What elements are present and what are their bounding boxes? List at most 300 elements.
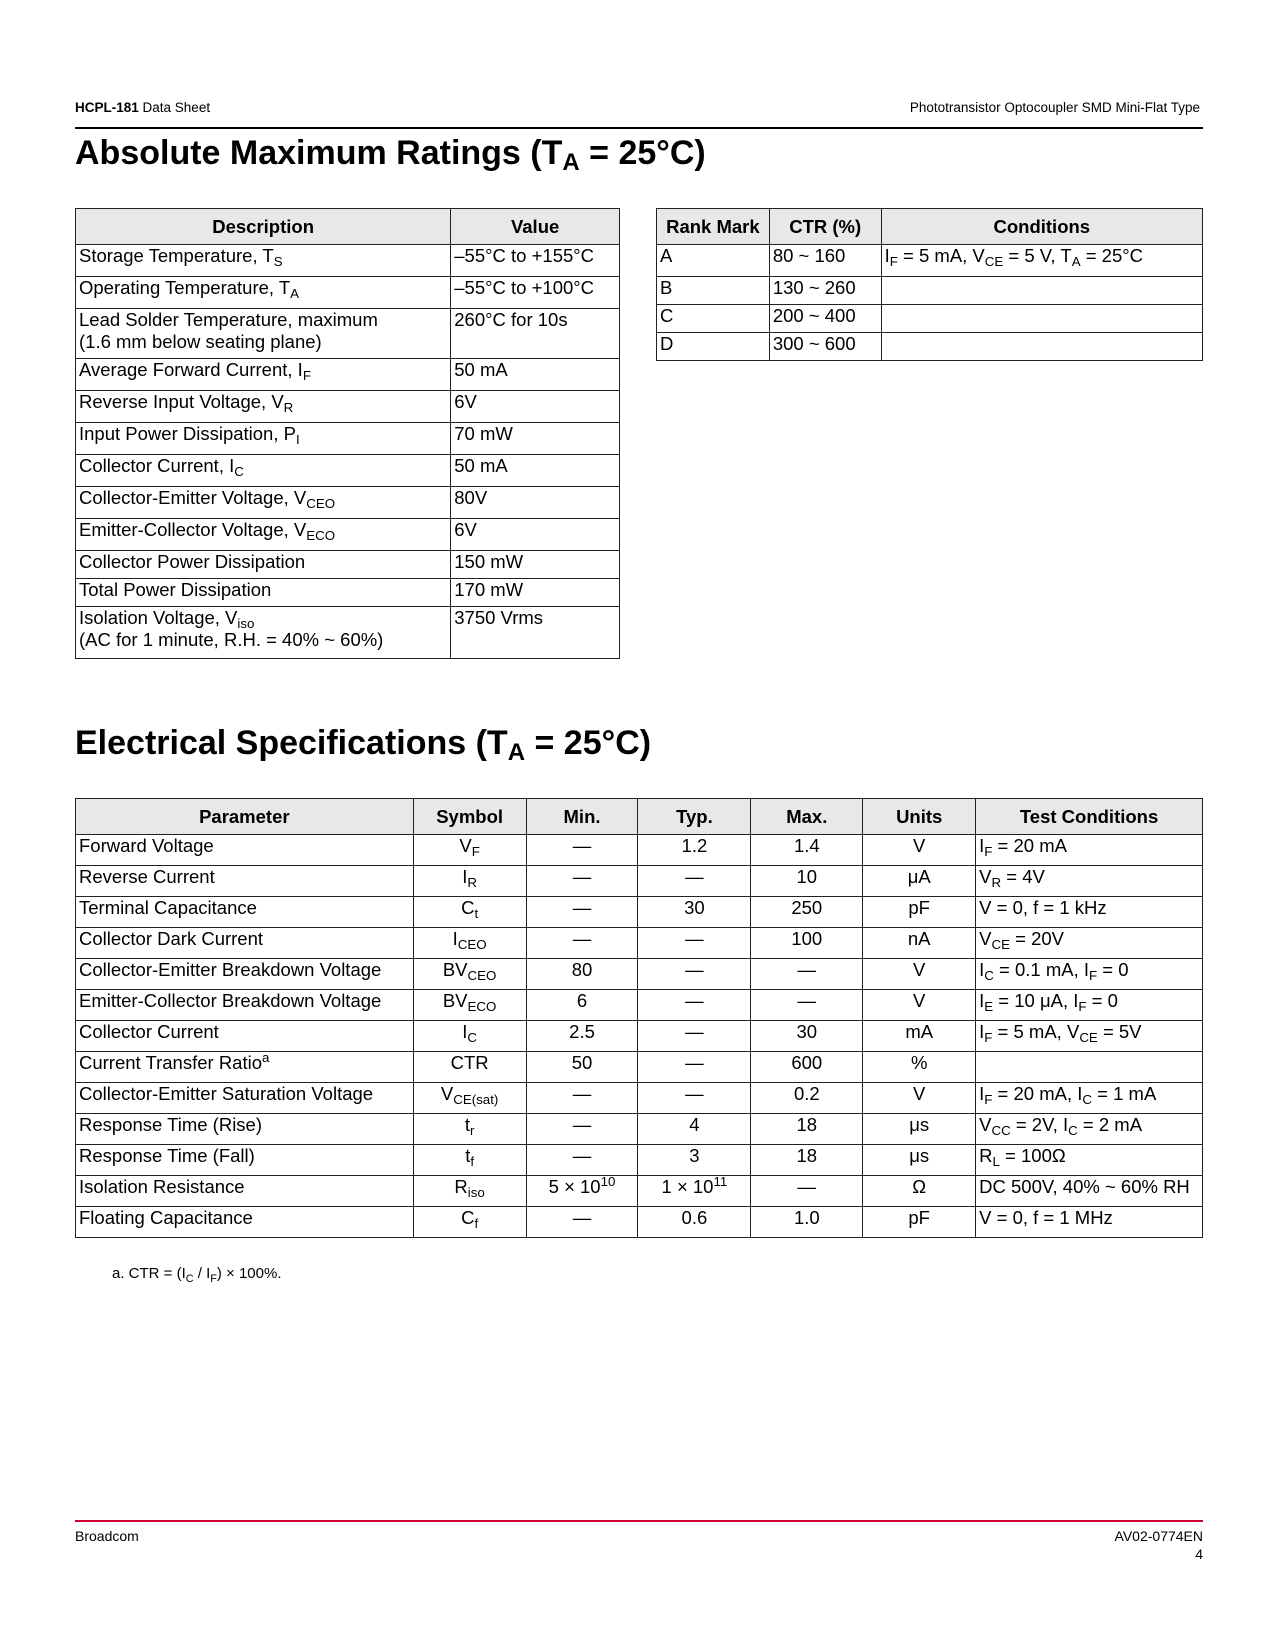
description-subscript: C: [234, 464, 244, 479]
symbol-text: BV: [442, 990, 468, 1011]
elec-spec-table: [75, 798, 1203, 1238]
symbol-cell: [413, 1114, 526, 1145]
typ-cell: [638, 1207, 751, 1238]
symbol-cell: [413, 990, 526, 1021]
typ-value: —: [685, 990, 704, 1011]
parameter-text: Forward Voltage: [79, 835, 214, 856]
units-cell: mA: [863, 1021, 976, 1052]
symbol-subscript: f: [470, 1154, 475, 1169]
typ-value: 4: [689, 1114, 700, 1135]
symbol-subscript: iso: [467, 1185, 485, 1200]
parameter-text: Isolation Resistance: [79, 1176, 245, 1197]
rank-mark-cell: C: [657, 305, 770, 333]
typ-value: —: [685, 928, 704, 949]
value-cell: 70 mW: [451, 423, 620, 455]
condition-part: A: [1071, 254, 1081, 269]
symbol-text: BV: [442, 959, 468, 980]
table-row: [76, 1145, 1203, 1176]
table-row: [76, 309, 620, 359]
description-text: Collector Power Dissipation: [79, 551, 306, 572]
symbol-subscript: F: [471, 844, 480, 859]
test-conditions-cell: [976, 1052, 1203, 1083]
description-text: Input Power Dissipation, P: [79, 423, 296, 444]
typ-value: 0.6: [681, 1207, 708, 1228]
max-cell: —: [751, 990, 863, 1021]
min-value: —: [572, 897, 592, 918]
condition-part: V: [979, 928, 992, 949]
table-row: [76, 277, 620, 309]
table-row: [76, 579, 620, 607]
symbol-subscript: R: [467, 875, 477, 890]
col-header: Description: [76, 209, 451, 245]
condition-part: I: [979, 1083, 985, 1104]
symbol-subscript: C: [467, 1030, 477, 1045]
ctr-cell: 130 ~ 260: [769, 277, 881, 305]
description-cell: [76, 359, 451, 391]
units-cell: V: [863, 959, 976, 990]
symbol-subscript: CE(sat): [453, 1092, 499, 1107]
rank-mark-cell: A: [657, 245, 770, 277]
value-cell: 6V: [451, 519, 620, 551]
parameter-cell: [76, 1207, 414, 1238]
rank-table: [656, 208, 1203, 361]
description-cell: [76, 309, 451, 359]
table-row: [76, 897, 1203, 928]
condition-part: = 0: [1086, 990, 1118, 1011]
parameter-cell: [76, 835, 414, 866]
symbol-cell: [413, 1176, 526, 1207]
col-header: Parameter: [76, 799, 414, 835]
typ-value: —: [685, 1083, 704, 1104]
typ-value: —: [685, 866, 704, 887]
parameter-text: Emitter-Collector Breakdown Voltage: [79, 990, 382, 1011]
test-conditions-cell: [976, 1145, 1203, 1176]
description-line2: (1.6 mm below seating plane): [79, 331, 322, 352]
col-header: Max.: [751, 799, 863, 835]
condition-part: = 5 mA, V: [897, 245, 985, 266]
condition-part: V = 0, f = 1 MHz: [979, 1207, 1113, 1228]
condition-part: = 4V: [1001, 866, 1045, 887]
description-text: Collector Current, I: [79, 455, 235, 476]
condition-part: = 100Ω: [999, 1145, 1066, 1166]
parameter-text: Response Time (Fall): [79, 1145, 255, 1166]
parameter-text: Reverse Current: [79, 866, 215, 887]
condition-part: = 25°C: [1080, 245, 1143, 266]
col-header: Value: [451, 209, 620, 245]
description-subscript: CEO: [306, 496, 336, 511]
page-header: [75, 100, 1200, 120]
table-row: [76, 959, 1203, 990]
table-row: [76, 359, 620, 391]
parameter-cell: [76, 1052, 414, 1083]
symbol-text: C: [461, 1207, 475, 1228]
min-value: 6: [576, 990, 588, 1011]
value-cell: 150 mW: [451, 551, 620, 579]
footer-company: Broadcom: [75, 1528, 139, 1544]
max-cell: 100: [751, 928, 863, 959]
condition-subscript: C: [1068, 1123, 1078, 1138]
min-cell: [526, 866, 638, 897]
ctr-cell: 300 ~ 600: [769, 333, 881, 361]
table-row: [76, 990, 1203, 1021]
value-cell: –55°C to +100°C: [451, 277, 620, 309]
table-row: [76, 928, 1203, 959]
symbol-subscript: CEO: [467, 968, 497, 983]
units-cell: V: [863, 990, 976, 1021]
table-row: [76, 607, 620, 659]
typ-cell: [638, 1083, 751, 1114]
symbol-cell: [413, 835, 526, 866]
parameter-text: Collector Dark Current: [79, 928, 264, 949]
typ-cell: [638, 959, 751, 990]
max-cell: —: [751, 1176, 863, 1207]
table-row: [76, 391, 620, 423]
condition-subscript: CE: [1079, 1030, 1098, 1045]
symbol-text: t: [465, 1145, 471, 1166]
parameter-cell: [76, 1145, 414, 1176]
col-header: Units: [863, 799, 976, 835]
footnote-marker: a: [262, 1050, 270, 1065]
units-cell: Ω: [863, 1176, 976, 1207]
typ-cell: [638, 1052, 751, 1083]
test-conditions-cell: [976, 959, 1203, 990]
description-text: Reverse Input Voltage, V: [79, 391, 284, 412]
min-cell: [526, 1083, 638, 1114]
table-row: [76, 519, 620, 551]
parameter-cell: [76, 990, 414, 1021]
typ-cell: [638, 835, 751, 866]
condition-part: F: [889, 254, 898, 269]
typ-value: 3: [689, 1145, 700, 1166]
symbol-text: V: [459, 835, 472, 856]
header-rule: [75, 127, 1203, 129]
description-subscript: I: [295, 432, 300, 447]
conditions-cell: [881, 245, 1202, 277]
condition-subscript: R: [991, 875, 1002, 890]
typ-cell: [638, 1145, 751, 1176]
min-cell: [526, 1207, 638, 1238]
col-header: Typ.: [638, 799, 751, 835]
parameter-cell: [76, 1176, 414, 1207]
description-subscript: iso: [237, 616, 255, 631]
typ-value: —: [685, 959, 704, 980]
units-cell: V: [863, 835, 976, 866]
symbol-cell: [413, 1021, 526, 1052]
min-value: —: [572, 866, 592, 887]
condition-subscript: CE: [991, 937, 1010, 952]
symbol-subscript: ECO: [467, 999, 497, 1014]
typ-value: 1 × 10: [661, 1176, 714, 1197]
condition-subscript: E: [984, 999, 994, 1014]
typ-value: —: [685, 1052, 704, 1073]
description-cell: [76, 423, 451, 455]
table-row: [76, 866, 1203, 897]
units-cell: %: [863, 1052, 976, 1083]
condition-part: R: [979, 1145, 993, 1166]
description-cell: [76, 519, 451, 551]
footer-page-number: 4: [1195, 1546, 1203, 1562]
value-cell: 50 mA: [451, 359, 620, 391]
condition-part: = 5 mA, V: [992, 1021, 1080, 1042]
symbol-cell: [413, 1083, 526, 1114]
value-cell: 6V: [451, 391, 620, 423]
units-cell: μs: [863, 1114, 976, 1145]
col-header: Conditions: [881, 209, 1202, 245]
conditions-cell: [881, 305, 1202, 333]
condition-part: I: [884, 245, 890, 266]
footer-docnum: AV02-0774EN: [1114, 1528, 1203, 1544]
symbol-cell: [413, 959, 526, 990]
condition-part: I: [979, 835, 985, 856]
conditions-cell: [881, 333, 1202, 361]
parameter-text: Current Transfer Ratio: [79, 1052, 263, 1073]
ctr-cell: 200 ~ 400: [769, 305, 881, 333]
col-header: Symbol: [413, 799, 526, 835]
parameter-text: Collector Current: [79, 1021, 219, 1042]
description-text: Average Forward Current, I: [79, 359, 303, 380]
value-cell: 3750 Vrms: [451, 607, 620, 659]
parameter-cell: [76, 928, 414, 959]
value-cell: –55°C to +155°C: [451, 245, 620, 277]
table-row: [76, 1052, 1203, 1083]
symbol-text: t: [464, 1114, 470, 1135]
max-cell: 250: [751, 897, 863, 928]
min-exponent: 10: [600, 1174, 616, 1189]
description-cell: [76, 579, 451, 607]
description-cell: [76, 455, 451, 487]
description-subscript: S: [273, 254, 283, 269]
description-line2: (AC for 1 minute, R.H. = 40% ~ 60%): [79, 629, 384, 650]
parameter-cell: [76, 1083, 414, 1114]
symbol-subscript: r: [469, 1123, 475, 1138]
description-text: Lead Solder Temperature, maximum: [79, 309, 378, 330]
min-value: —: [572, 835, 592, 856]
parameter-cell: [76, 897, 414, 928]
units-cell: V: [863, 1083, 976, 1114]
test-conditions-cell: [976, 897, 1203, 928]
doc-subtitle: Phototransistor Optocoupler SMD Mini-Flat Type: [909, 100, 1200, 115]
footer-rule: [75, 1520, 1203, 1522]
parameter-cell: [76, 1114, 414, 1145]
units-cell: nA: [863, 928, 976, 959]
symbol-subscript: CEO: [457, 937, 487, 952]
col-header: Rank Mark: [657, 209, 770, 245]
max-cell: —: [751, 959, 863, 990]
symbol-cell: [413, 866, 526, 897]
test-conditions-cell: [976, 1083, 1203, 1114]
min-value: —: [572, 1083, 592, 1104]
parameter-text: Collector-Emitter Breakdown Voltage: [79, 959, 382, 980]
min-value: —: [572, 928, 592, 949]
rank-mark-cell: B: [657, 277, 770, 305]
typ-cell: [638, 990, 751, 1021]
condition-part: I: [979, 1021, 985, 1042]
table-row: [76, 551, 620, 579]
symbol-cell: [413, 1145, 526, 1176]
units-cell: μs: [863, 1145, 976, 1176]
condition-subscript: CC: [991, 1123, 1011, 1138]
table-row: [76, 423, 620, 455]
col-header: CTR (%): [769, 209, 881, 245]
value-cell: 170 mW: [451, 579, 620, 607]
footer-docinfo: [1115, 1527, 1203, 1563]
typ-cell: [638, 928, 751, 959]
table-row: [76, 1021, 1203, 1052]
min-cell: [526, 1176, 638, 1207]
min-value: 80: [571, 959, 593, 980]
max-cell: 0.2: [751, 1083, 863, 1114]
table-row: [76, 455, 620, 487]
table-row: [76, 487, 620, 519]
description-text: Operating Temperature, T: [79, 277, 291, 298]
description-subscript: R: [283, 400, 294, 415]
value-cell: 80V: [451, 487, 620, 519]
description-cell: [76, 607, 451, 659]
condition-part: = 2V, I: [1010, 1114, 1069, 1135]
max-cell: 1.4: [751, 835, 863, 866]
condition-subscript: C: [1082, 1092, 1093, 1107]
description-text: Emitter-Collector Voltage, V: [79, 519, 307, 540]
symbol-text: R: [454, 1176, 468, 1197]
condition-part: = 1 mA: [1092, 1083, 1157, 1104]
table-row: [76, 1176, 1203, 1207]
typ-value: 1.2: [681, 835, 708, 856]
symbol-subscript: f: [474, 1216, 479, 1231]
condition-part: = 20 mA: [992, 835, 1067, 856]
test-conditions-cell: [976, 928, 1203, 959]
table-row: [657, 277, 1203, 305]
rank-mark-cell: D: [657, 333, 770, 361]
test-conditions-cell: [976, 835, 1203, 866]
min-value: —: [572, 1145, 592, 1166]
parameter-cell: [76, 1021, 414, 1052]
condition-part: = 0: [1097, 959, 1129, 980]
min-cell: [526, 990, 638, 1021]
description-subscript: ECO: [306, 528, 336, 543]
symbol-cell: [413, 1052, 526, 1083]
min-cell: [526, 1052, 638, 1083]
condition-subscript: F: [984, 1092, 993, 1107]
table-row: [76, 835, 1203, 866]
parameter-text: Terminal Capacitance: [79, 897, 257, 918]
test-conditions-cell: [976, 1207, 1203, 1238]
description-cell: [76, 245, 451, 277]
typ-value: 30: [684, 897, 705, 918]
typ-cell: [638, 1176, 751, 1207]
units-cell: pF: [863, 897, 976, 928]
units-cell: μA: [863, 866, 976, 897]
symbol-subscript: t: [474, 906, 479, 921]
symbol-text: V: [440, 1083, 454, 1104]
ctr-cell: 80 ~ 160: [769, 245, 881, 277]
min-cell: [526, 1114, 638, 1145]
doc-title: HCPL-181 Data Sheet: [75, 100, 211, 115]
condition-subscript: F: [984, 844, 993, 859]
min-cell: [526, 959, 638, 990]
condition-subscript: L: [992, 1154, 1000, 1169]
description-cell: [76, 551, 451, 579]
description-text: Storage Temperature, T: [79, 245, 274, 266]
value-cell: 260°C for 10s: [451, 309, 620, 359]
max-cell: 10: [751, 866, 863, 897]
max-cell: 1.0: [751, 1207, 863, 1238]
min-cell: [526, 928, 638, 959]
condition-part: = 0.1 mA, I: [993, 959, 1090, 980]
elec-spec-title: Electrical Specifications $(T_A = 25^\circ C)$: [75, 724, 652, 766]
description-subscript: A: [290, 286, 300, 301]
min-cell: [526, 1145, 638, 1176]
units-cell: pF: [863, 1207, 976, 1238]
min-cell: [526, 897, 638, 928]
condition-part: = 5V: [1097, 1021, 1142, 1042]
condition-part: I: [979, 959, 985, 980]
typ-exponent: 11: [713, 1174, 728, 1189]
condition-subscript: C: [984, 968, 994, 983]
table-row: [76, 245, 620, 277]
parameter-text: Floating Capacitance: [79, 1207, 253, 1228]
col-header: Min.: [526, 799, 638, 835]
typ-cell: [638, 866, 751, 897]
min-cell: [526, 835, 638, 866]
table-row: [76, 1207, 1203, 1238]
condition-part: I: [979, 990, 985, 1011]
description-subscript: F: [302, 368, 311, 383]
symbol-text: CTR: [450, 1052, 489, 1073]
condition-part: V: [979, 866, 992, 887]
test-conditions-cell: [976, 866, 1203, 897]
symbol-text: C: [461, 897, 475, 918]
test-conditions-cell: [976, 990, 1203, 1021]
condition-subscript: F: [1078, 999, 1087, 1014]
condition-part: V: [979, 1114, 992, 1135]
max-cell: 18: [751, 1114, 863, 1145]
symbol-text: I: [462, 866, 468, 887]
typ-cell: [638, 1114, 751, 1145]
max-cell: 18: [751, 1145, 863, 1176]
parameter-text: Response Time (Rise): [79, 1114, 263, 1135]
parameter-cell: [76, 866, 414, 897]
symbol-cell: [413, 928, 526, 959]
condition-part: = 2 mA: [1077, 1114, 1143, 1135]
condition-subscript: F: [984, 1030, 993, 1045]
abs-max-title: Absolute Maximum Ratings $(T_A = 25^\circ C)$: [75, 134, 706, 176]
symbol-cell: [413, 897, 526, 928]
condition-part: = 5 V, T: [1003, 245, 1072, 266]
conditions-cell: [881, 277, 1202, 305]
min-value: —: [572, 1207, 592, 1228]
min-value: 50: [571, 1052, 593, 1073]
test-conditions-cell: [976, 1021, 1203, 1052]
test-conditions-cell: [976, 1176, 1203, 1207]
max-cell: 30: [751, 1021, 863, 1052]
parameter-cell: [76, 959, 414, 990]
description-cell: [76, 277, 451, 309]
symbol-cell: [413, 1207, 526, 1238]
symbol-text: I: [452, 928, 458, 949]
min-value: 2.5: [569, 1021, 595, 1042]
parameter-text: Collector-Emitter Saturation Voltage: [79, 1083, 374, 1104]
table-row: [657, 305, 1203, 333]
max-cell: 600: [751, 1052, 863, 1083]
typ-cell: [638, 1021, 751, 1052]
condition-part: = 20 mA, I: [992, 1083, 1083, 1104]
min-cell: [526, 1021, 638, 1052]
condition-part: = 20V: [1009, 928, 1064, 949]
description-text: Total Power Dissipation: [79, 579, 272, 600]
table-row: [657, 333, 1203, 361]
abs-max-table: [75, 208, 620, 659]
typ-value: —: [685, 1021, 704, 1042]
